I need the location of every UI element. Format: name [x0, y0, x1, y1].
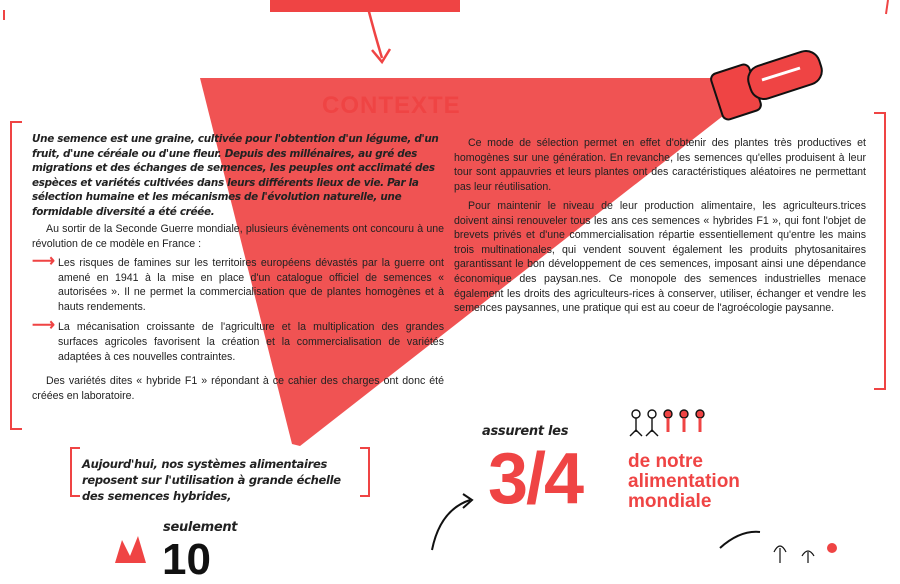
bullet-text: La mécanisation croissante de l'agriculture et la multiplication des grandes surfaces agricoles favorisent la création et la commercialisation de variétés adaptées à ces nouvelles contraintes. — [58, 321, 444, 363]
today-bracket-left — [70, 447, 80, 497]
section-title: CONTEXTE — [322, 92, 461, 119]
down-arrow-icon — [368, 8, 382, 58]
bullet-item — [32, 253, 444, 314]
tagline-line: de notre — [628, 451, 703, 472]
hybrids-paragraph: Des variétés dites « hybride F1 » répondant à ce cahier des charges ont donc été créées en laboratoire. — [32, 375, 444, 402]
intro-paragraph: Une semence est une graine, cultivée pour l'obtention d'un légume, d'un fruit, d'une céréale ou d'une fleur. Depuis des millénaires, au gré des migrations et des échanges de semences, les peuples ont acclimaté des espèces et variétés cultivées dans leurs différents lieux de vie. Par la sélection humaine et les mécanismes de l'évolution naturelle, une formidable diversité a été créée. — [32, 133, 439, 218]
left-bracket — [10, 121, 22, 430]
bullet-text: Les risques de famines sur les territoires européens dévastés par la guerre ont amené en 1941 à la mise en place d'un catalogue officiel de semences « autorisées ». Il ne permet la commercialisation que de plantes homogènes et à hauts rendements. — [58, 257, 444, 313]
right-paragraph-2: Pour maintenir le niveau de leur production alimentaire, les agriculteurs.trices doivent ainsi renouveler tous les ans ces semences « hybrides F1 », qui font l'objet de brevets privés et d'une commercialisation répartie essentiellement qu'entre les mains trois multinationales, qui vendent souvent également les produits phytosanitaires garantissant le bon développement de ces semences, imposant ainsi une dépendance économique des paysan.nes. Ce monopole des semences industrielles menace également les droits des agriculteurs-rices à conserver, utiliser, échanger et vendre les semences paysannes, une pratique qui est au coeur de l'agroécologie paysanne. — [454, 200, 866, 315]
flame-icon — [115, 536, 146, 563]
fraction-number: 3/4 — [488, 439, 583, 519]
assurent-label: assurent les — [482, 424, 569, 439]
right-bracket — [874, 112, 886, 390]
bullet-list — [32, 253, 444, 364]
bullet-arrow-icon: ⟶ — [32, 317, 55, 335]
seulement-label: seulement — [163, 520, 238, 535]
bullet-arrow-icon: ⟶ — [32, 253, 55, 270]
tagline-line: alimentation — [628, 471, 740, 492]
top-banner-bar — [270, 0, 460, 12]
flashlight-icon — [710, 47, 826, 121]
war-intro-paragraph: Au sortir de la Seconde Guerre mondiale, plusieurs évènements ont concouru à une révolution de ce modèle en France : — [32, 223, 444, 250]
right-paragraph-1: Ce mode de sélection permet en effet d'obtenir des plantes très productives et homogènes sur une génération. En revanche, les semences qu'elles produisent à leur tour sont appauvries et leurs plantes ont des caractéristiques aléatoires ne permettant pas leur réutilisation. — [454, 137, 866, 193]
bullet-item — [32, 317, 444, 364]
people-icon — [630, 410, 704, 436]
today-statement: Aujourd'hui, nos systèmes alimentaires reposent sur l'utilisation à grande échelle des semences hybrides, — [82, 457, 341, 503]
plant-icon — [774, 543, 837, 563]
partial-number: 10 — [162, 535, 211, 584]
tagline-line: mondiale — [628, 491, 712, 512]
tagline — [628, 452, 740, 512]
